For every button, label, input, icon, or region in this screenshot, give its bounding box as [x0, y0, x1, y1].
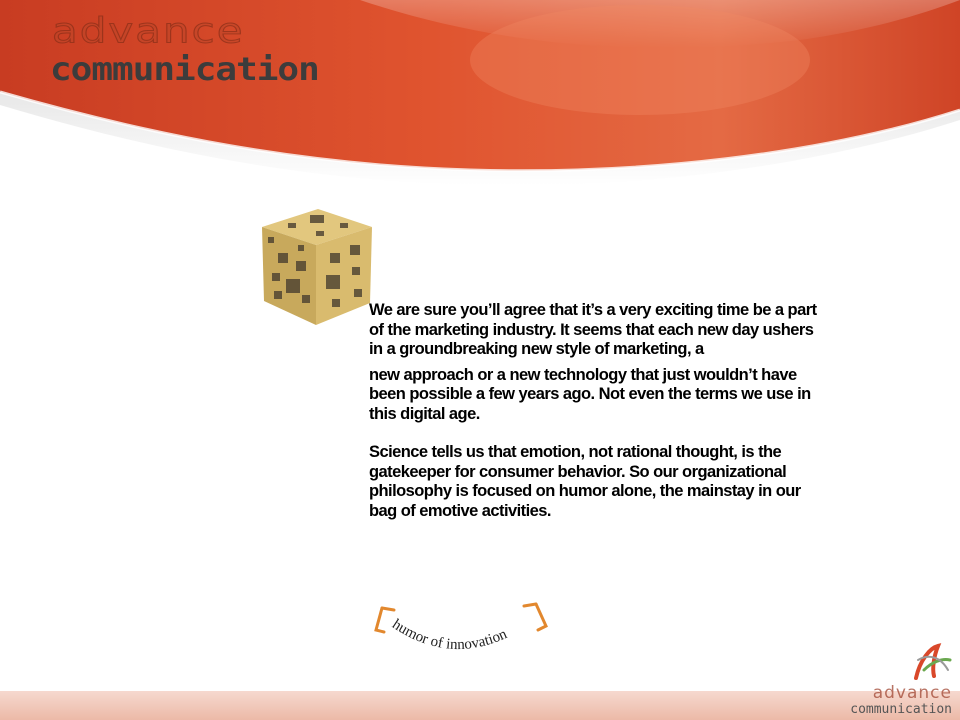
humor-of-innovation-logo — [368, 596, 558, 662]
header-logo — [46, 10, 319, 94]
footer-logo-word-advance: advance — [872, 683, 952, 703]
paragraph-approach: new approach or a new technology that just wouldn’t have been possible a few years ago. Not even the terms we use in this digital age. — [369, 365, 811, 423]
menger-sponge-cube-image — [258, 205, 376, 327]
logo-word-advance: advance — [52, 10, 245, 51]
body-text — [369, 301, 827, 521]
paragraph-intro: We are sure you’ll agree that it’s a very exciting time be a part of the marketing industry. It seems that each new day ushers in a groundbreaking new style of marketing, a — [369, 301, 817, 358]
footer-logo-word-communication: communication — [850, 702, 952, 717]
logo-word-communication: communication — [50, 51, 319, 89]
paragraph-science: Science tells us that emotion, not rational thought, is the gatekeeper for consumer behavior. So our organizational philosophy is focused on humor alone, the mainstay in our bag of emotive activities. — [369, 443, 801, 520]
footer-bar — [0, 691, 960, 720]
tagline-text: humor of innovation — [389, 616, 510, 654]
corner-swoosh-mark — [910, 640, 954, 684]
